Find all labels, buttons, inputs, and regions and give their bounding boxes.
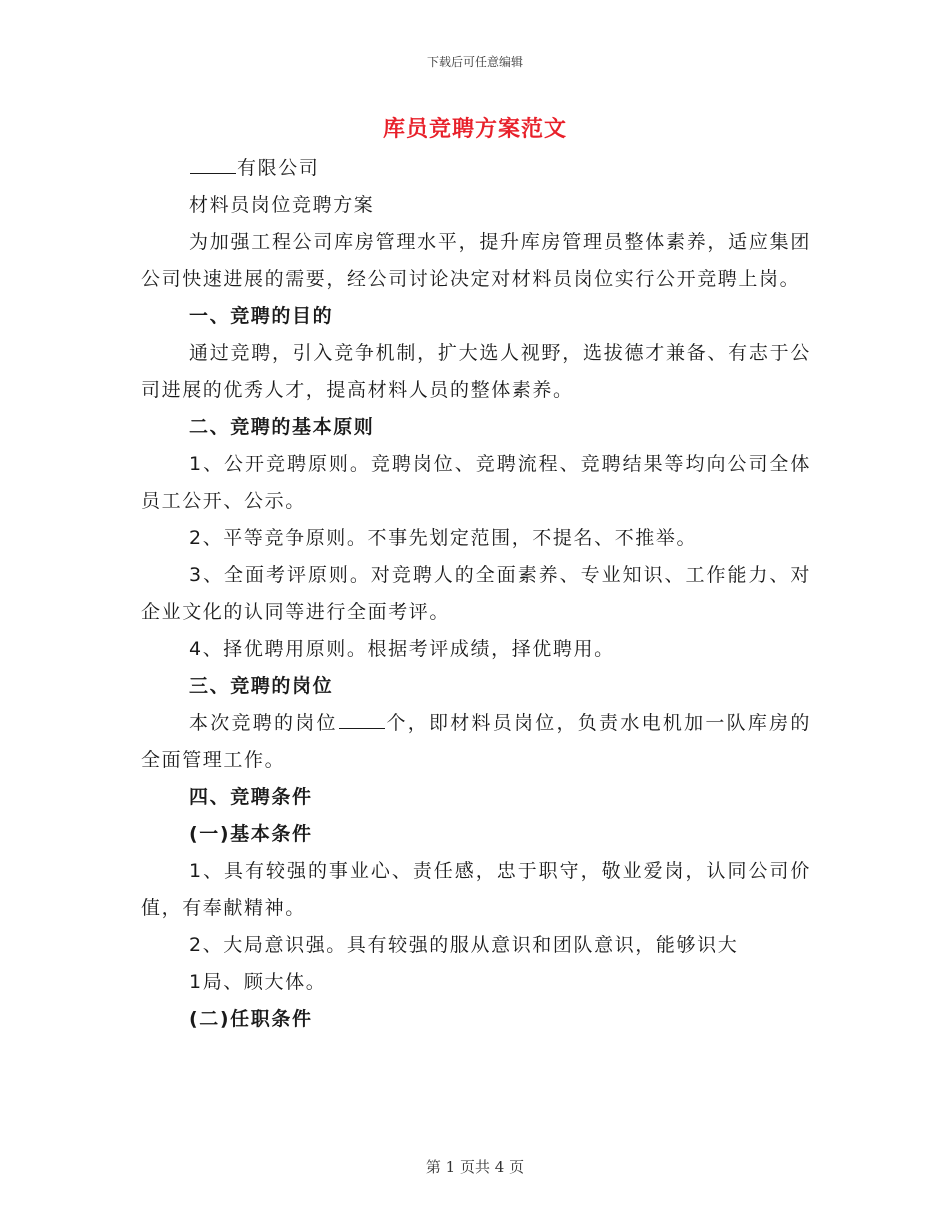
plan-name: 材料员岗位竞聘方案 [189, 194, 375, 216]
section-heading-3: 三、竞聘的岗位 [189, 675, 334, 697]
company-suffix: 有限公司 [237, 157, 320, 179]
subsection-heading-basic: (一)基本条件 [189, 823, 313, 845]
intro-paragraph: 为加强工程公司库房管理水平，提升库房管理员整体素养，适应集团公司快速进展的需要，经公司讨论决定对材料员岗位实行公开竞聘上岗。 [141, 231, 811, 290]
basic-condition-2-cont: 1局、顾大体。 [189, 971, 327, 993]
section-heading-2: 二、竞聘的基本原则 [189, 416, 375, 438]
blank-underline [190, 157, 236, 174]
section-heading-4: 四、竞聘条件 [189, 786, 313, 808]
principle-3: 3、全面考评原则。对竞聘人的全面素养、专业知识、工作能力、对企业文化的认同等进行全面考评。 [141, 564, 811, 623]
section-1-paragraph: 通过竞聘，引入竞争机制，扩大选人视野，选拔德才兼备、有志于公司进展的优秀人才，提高材料人员的整体素养。 [141, 342, 811, 401]
positions-text-before: 本次竞聘的岗位 [189, 712, 338, 734]
basic-condition-2: 2、大局意识强。具有较强的服从意识和团队意识，能够识大 [189, 934, 739, 956]
blank-underline [339, 712, 385, 729]
document-title: 库员竞聘方案范文 [382, 117, 567, 142]
principle-2: 2、平等竞争原则。不事先划定范围，不提名、不推举。 [189, 527, 698, 549]
document-body [141, 150, 811, 1038]
header-note: 下载后可任意编辑 [426, 55, 523, 69]
company-line [141, 150, 811, 187]
positions-text-after: 个，即材料员岗位，负责水电机加一队库房的全面管理工作。 [141, 712, 811, 771]
basic-condition-1: 1、具有较强的事业心、责任感，忠于职守，敬业爱岗，认同公司价值，有奉献精神。 [141, 860, 811, 919]
principle-1: 1、公开竞聘原则。竞聘岗位、竞聘流程、竞聘结果等均向公司全体员工公开、公示。 [141, 453, 811, 512]
section-heading-1: 一、竞聘的目的 [189, 305, 334, 327]
subsection-heading-job: (二)任职条件 [189, 1008, 313, 1030]
principle-4: 4、择优聘用原则。根据考评成绩，择优聘用。 [189, 638, 615, 660]
section-3-paragraph [141, 705, 811, 779]
page-number: 第 1 页共 4 页 [425, 1158, 525, 1176]
